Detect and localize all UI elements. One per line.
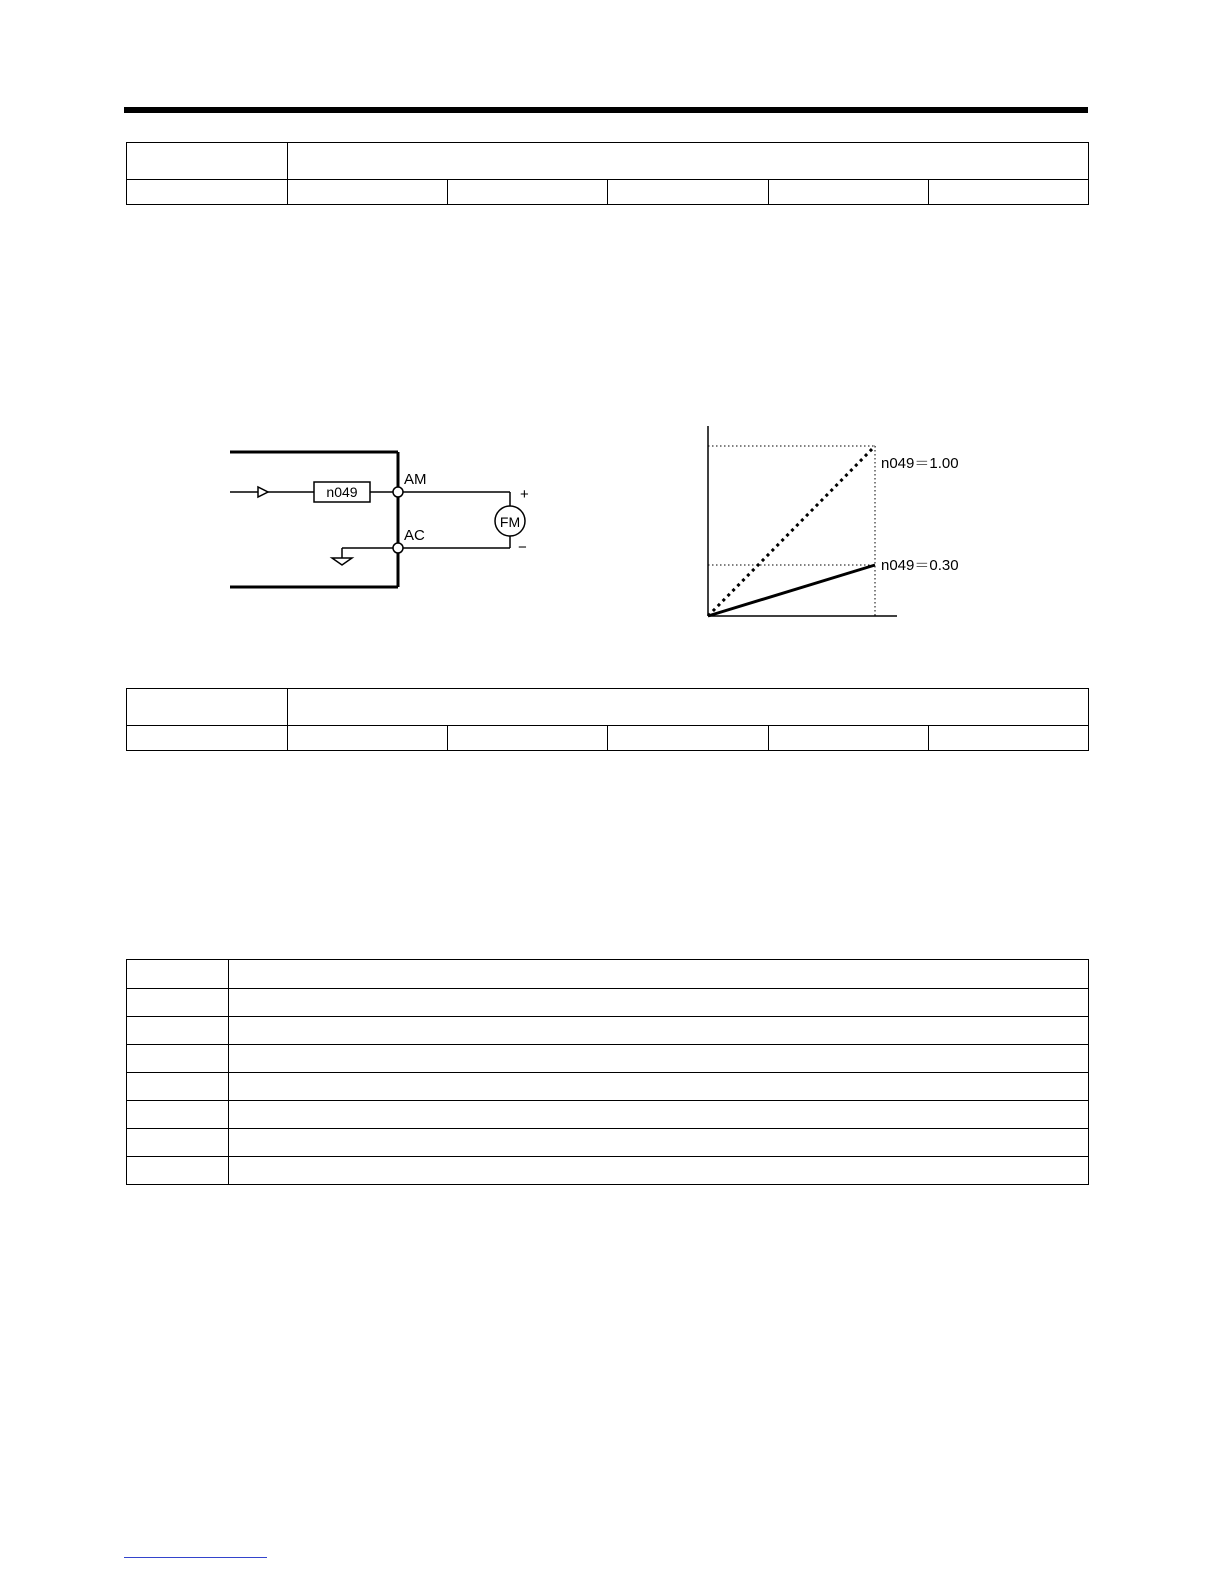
description-cell — [229, 960, 1089, 989]
default-value-cell — [928, 726, 1088, 751]
description-cell — [229, 1101, 1089, 1129]
annotation-label-1: n049＝0.30 — [881, 557, 959, 574]
table-row — [127, 989, 1089, 1017]
description-cell — [229, 1017, 1089, 1045]
description-cell — [229, 1073, 1089, 1101]
setting-label-cell — [127, 726, 288, 751]
analog-output-circuit — [220, 440, 560, 600]
table-row — [127, 1045, 1089, 1073]
terminal-am-label: AM — [404, 471, 427, 488]
meter-fm-label: FM — [499, 514, 521, 530]
value-cell — [127, 1129, 229, 1157]
value-cell — [127, 1101, 229, 1129]
footer-link-underline[interactable] — [124, 1557, 267, 1558]
default-label-cell — [768, 180, 928, 205]
default-label-cell — [768, 726, 928, 751]
table-row — [127, 1101, 1089, 1129]
default-value-cell — [928, 180, 1088, 205]
table-row — [127, 1157, 1089, 1185]
gain-chart — [690, 420, 1010, 630]
setting-range-cell — [288, 726, 448, 751]
table-row — [127, 1017, 1089, 1045]
meter-minus-label: − — [518, 539, 527, 556]
param-name-cell — [288, 143, 1089, 180]
unit-label-cell — [448, 180, 608, 205]
table-row — [127, 960, 1089, 989]
value-cell — [127, 960, 229, 989]
terminal-am-icon — [393, 487, 403, 497]
param-number-cell — [127, 143, 288, 180]
gain-block-label: n049 — [326, 484, 358, 500]
meter-plus-label: + — [520, 486, 529, 503]
unit-value-cell — [608, 180, 768, 205]
description-cell — [229, 989, 1089, 1017]
table-row — [127, 1073, 1089, 1101]
top-rule — [124, 107, 1088, 113]
signal-arrow-icon — [258, 487, 268, 497]
param-name-cell — [288, 689, 1089, 726]
unit-value-cell — [608, 726, 768, 751]
annotation-label-0: n049＝1.00 — [881, 455, 959, 472]
value-cell — [127, 989, 229, 1017]
settings-list-table — [126, 959, 1089, 1185]
setting-label-cell — [127, 180, 288, 205]
unit-label-cell — [448, 726, 608, 751]
value-cell — [127, 1157, 229, 1185]
parameter-table-middle — [126, 688, 1089, 751]
ground-icon — [332, 558, 352, 565]
table-row — [127, 1129, 1089, 1157]
setting-range-cell — [288, 180, 448, 205]
description-cell — [229, 1129, 1089, 1157]
terminal-ac-icon — [393, 543, 403, 553]
value-cell — [127, 1073, 229, 1101]
value-cell — [127, 1017, 229, 1045]
parameter-table-top — [126, 142, 1089, 205]
description-cell — [229, 1045, 1089, 1073]
value-cell — [127, 1045, 229, 1073]
terminal-ac-label: AC — [404, 527, 425, 544]
param-number-cell — [127, 689, 288, 726]
description-cell — [229, 1157, 1089, 1185]
